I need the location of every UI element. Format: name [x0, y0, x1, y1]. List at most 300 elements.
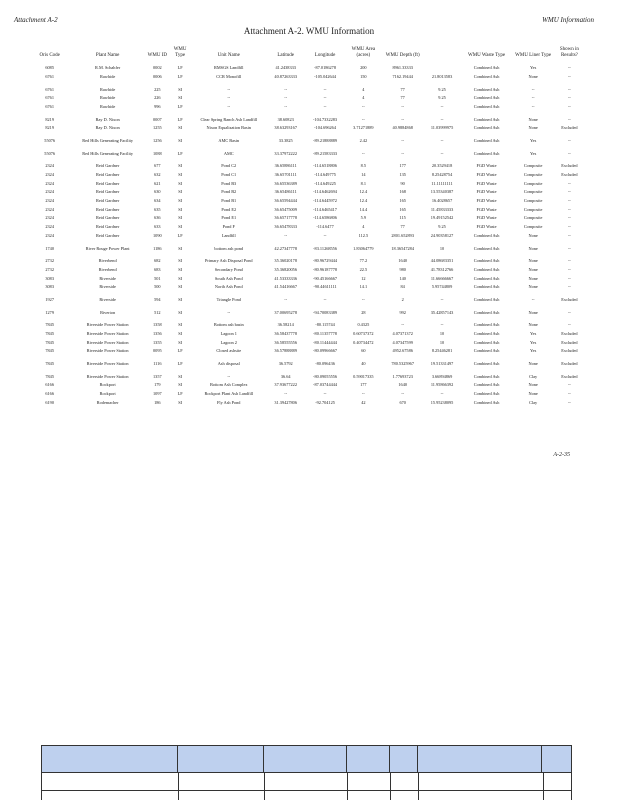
table-cell: Riverside Power Station — [86, 331, 129, 337]
table-cell: Pond B2 — [221, 189, 237, 195]
table-cell: 670 — [399, 399, 406, 405]
table-cell: -- — [361, 296, 365, 302]
table-cell: Riverside Power Station — [86, 322, 129, 328]
table-cell: 1090 — [153, 232, 162, 238]
table-cell: -- — [531, 103, 535, 109]
table-cell: 19.49152542 — [430, 215, 454, 221]
table-row — [30, 283, 585, 292]
table-cell: R.M. Schahfer — [95, 65, 121, 71]
table-cell: Pond B3 — [221, 180, 237, 186]
table-cell: 0.60737372 — [353, 331, 374, 337]
table-cell: 77 — [400, 86, 405, 92]
table-cell: -- — [567, 232, 571, 238]
table-row — [30, 64, 585, 73]
table-cell: -114.6518806 — [313, 163, 337, 169]
table-cell: 177 — [360, 382, 367, 388]
table-cell: 3.66894869 — [431, 373, 453, 379]
table-row — [30, 274, 585, 283]
table-cell: None — [528, 284, 538, 290]
table-cell: Yes — [529, 331, 537, 337]
table-cell: 10 — [439, 339, 445, 345]
table-cell: -114.6586806 — [313, 215, 337, 221]
table-cell: Combined Ash — [473, 331, 500, 337]
table-cell: 11.45833333 — [430, 206, 454, 212]
table-cell: -- — [227, 95, 231, 101]
table-cell: -- — [567, 206, 571, 212]
table-row — [30, 359, 585, 368]
table-cell: Excluded — [561, 125, 578, 131]
table-cell: -94.70083389 — [313, 309, 338, 315]
table-cell: -- — [567, 86, 571, 92]
table-row — [30, 136, 585, 145]
table-cell: 1640 — [398, 382, 407, 388]
table-cell: Combined Ash — [473, 103, 500, 109]
table-cell: -- — [567, 399, 571, 405]
table-cell: None — [528, 275, 538, 281]
table-cell: 226 — [154, 95, 161, 101]
table-cell: 225 — [154, 86, 161, 92]
table-cell: -114.649225 — [314, 180, 336, 186]
table-cell: 36.65475009 — [274, 206, 297, 212]
table-cell: Composite — [523, 215, 543, 221]
table-cell: Combined Ash — [473, 373, 500, 379]
table-cell: 14 — [361, 172, 366, 178]
table-cell: SI — [178, 86, 183, 92]
table-cell: 9.25 — [438, 224, 446, 230]
table-cell: 980 — [399, 266, 406, 272]
table-cell: 10 — [439, 331, 445, 337]
table-cell: River Rouge Power Plant — [85, 245, 130, 251]
table-cell: Combined Ash — [473, 391, 500, 397]
table-cell: Yes — [529, 339, 537, 345]
table-cell: 633 — [154, 224, 161, 230]
table-cell: Riverside — [99, 284, 116, 290]
table-cell: 636 — [154, 215, 161, 221]
table-cell: AMC Basin — [218, 137, 240, 143]
table-cell: 37.00695278 — [274, 309, 297, 315]
table-cell: -89.21583333 — [313, 150, 338, 156]
table-cell: None — [528, 125, 538, 131]
table-cell: Red Hills Generating Facility — [82, 137, 133, 143]
footer-cell — [264, 746, 347, 772]
table-row — [30, 94, 585, 103]
footer-cell — [418, 746, 543, 772]
table-cell: -- — [323, 391, 327, 397]
table-cell: Reid Gardner — [96, 232, 120, 238]
table-cell: 1255 — [153, 125, 162, 131]
table-cell: SI — [178, 322, 183, 328]
footer-cell — [347, 746, 390, 772]
table-cell: 683 — [154, 266, 161, 272]
table-cell: 31.39427806 — [274, 399, 297, 405]
table-cell: Ray D. Nixon — [95, 125, 120, 131]
table-cell: FGD Waste — [476, 224, 497, 230]
column-header: WMU ID — [147, 53, 167, 59]
table-cell: 42.27347778 — [274, 245, 297, 251]
table-cell: 5.9 — [360, 215, 367, 221]
table-cell: Excluded — [561, 339, 578, 345]
table-cell: Excluded — [561, 361, 578, 367]
table-cell: 42 — [361, 399, 366, 405]
wmu-information-table — [30, 46, 585, 407]
table-cell: -- — [440, 103, 444, 109]
table-cell: -- — [323, 296, 327, 302]
table-cell: Riverside — [99, 275, 116, 281]
table-cell: South Ash Pond — [214, 275, 243, 281]
table-cell: 0002 — [153, 65, 162, 71]
table-cell: Combined Ash — [473, 86, 500, 92]
table-cell: 14.1 — [359, 284, 368, 290]
table-cell: 179 — [154, 382, 161, 388]
table-cell: 36.64 — [280, 373, 291, 379]
table-cell: Rockport Plant Ash Landfill — [204, 391, 254, 397]
table-cell: -80.11357778 — [313, 331, 337, 337]
table-cell: 36.58555556 — [274, 339, 297, 345]
table-cell: Bottom ash basin — [213, 322, 244, 328]
table-cell: -- — [323, 103, 327, 109]
table-cell: Reid Gardner — [96, 163, 120, 169]
table-cell: SI — [178, 275, 183, 281]
table-cell: 2 — [401, 296, 404, 302]
table-cell: LF — [177, 391, 183, 397]
table-cell: -114.649775 — [314, 172, 336, 178]
table-cell: 634 — [154, 198, 161, 204]
table-cell: AMC — [223, 150, 234, 156]
table-cell: 2324 — [45, 198, 54, 204]
table-cell: Combined Ash — [473, 73, 500, 79]
table-cell: 632 — [154, 172, 161, 178]
table-cell: -- — [567, 266, 571, 272]
table-row — [30, 329, 585, 338]
table-cell: 8.1 — [360, 180, 367, 186]
table-cell: -80.96187778 — [313, 266, 338, 272]
table-cell: 8.5 — [360, 163, 367, 169]
table-cell: None — [528, 361, 538, 367]
table-cell: -90.44611111 — [313, 284, 337, 290]
table-cell: Riverside Power Station — [86, 348, 129, 354]
table-cell: FGD Waste — [476, 172, 497, 178]
table-cell: Reid Gardner — [96, 224, 120, 230]
table-cell: Pond F — [222, 224, 235, 230]
table-cell: 40 — [361, 361, 366, 367]
footer-col-divider — [390, 773, 391, 800]
table-cell: 500 — [154, 284, 161, 290]
table-cell: 37.93677222 — [274, 382, 297, 388]
table-cell: Red Hills Generating Facility — [82, 150, 133, 156]
table-cell: 7845 — [45, 348, 54, 354]
table-cell: SI — [178, 95, 183, 101]
table-cell: LF — [177, 150, 183, 156]
table-cell: 90 — [400, 180, 405, 186]
table-row — [30, 231, 585, 240]
table-cell: 77.2 — [359, 258, 368, 264]
table-cell: 33.37972222 — [274, 150, 297, 156]
table-cell: Combined Ash — [473, 348, 500, 354]
table-cell: -- — [284, 86, 288, 92]
table-cell: LF — [177, 116, 183, 122]
table-cell: Combined Ash — [473, 382, 500, 388]
table-cell: Reid Gardner — [96, 180, 120, 186]
table-cell: 1088 — [153, 150, 162, 156]
table-cell: 22.5 — [359, 266, 368, 272]
table-cell: FGD Waste — [476, 215, 497, 221]
table-cell: 11.03999975 — [430, 125, 454, 131]
table-cell: 621 — [154, 180, 161, 186]
table-cell: 1.77693723 — [392, 373, 413, 379]
table-cell: 40.87263333 — [274, 73, 297, 79]
footer-col-divider — [347, 773, 348, 800]
table-row — [30, 321, 585, 330]
table-cell: -- — [401, 322, 405, 328]
table-cell: 512 — [154, 309, 161, 315]
table-cell: 1.83064779 — [353, 245, 374, 251]
table-cell: Riverton — [100, 309, 116, 315]
table-cell: LF — [177, 65, 183, 71]
table-cell: -114.6477 — [316, 224, 334, 230]
footer-col-divider — [571, 773, 572, 800]
table-cell: None — [528, 232, 538, 238]
table-cell: Combined Ash — [473, 258, 500, 264]
table-cell: SI — [178, 172, 183, 178]
table-cell: Lagoon 2 — [220, 339, 237, 345]
table-cell: 1116 — [153, 361, 162, 367]
table-cell: 7845 — [45, 339, 54, 345]
table-cell: -- — [361, 116, 365, 122]
table-cell: -- — [531, 86, 535, 92]
table-cell: 7845 — [45, 373, 54, 379]
table-row — [30, 223, 585, 232]
table-cell: FGD Waste — [476, 189, 497, 195]
table-cell: -80.09055556 — [313, 373, 338, 379]
table-cell: 115 — [399, 215, 406, 221]
table-cell: 0.59017335 — [353, 373, 374, 379]
table-cell: LF — [177, 348, 183, 354]
table-cell: Combined Ash — [473, 322, 500, 328]
table-cell: -80.096436 — [315, 361, 335, 367]
table-cell: 677 — [154, 163, 161, 169]
table-cell: 635 — [154, 206, 161, 212]
table-cell: 594 — [154, 296, 161, 302]
table-cell: Combined Ash — [473, 116, 500, 122]
table-cell: 1355 — [153, 339, 162, 345]
table-cell: 992 — [399, 309, 406, 315]
table-cell: 41.53333336 — [274, 275, 297, 281]
table-cell: 20.3529418 — [431, 163, 453, 169]
table-row — [30, 308, 585, 317]
table-cell: Landfill — [221, 232, 236, 238]
table-cell: Combined Ash — [473, 65, 500, 71]
table-cell: 8961.33333 — [392, 65, 413, 71]
table-cell: SI — [178, 373, 183, 379]
table-cell: Yes — [529, 65, 537, 71]
table-cell: Yes — [529, 150, 537, 156]
page-number: A-2-35 — [553, 452, 570, 458]
column-header — [423, 46, 460, 64]
table-cell: 2324 — [45, 172, 54, 178]
table-row — [30, 170, 585, 179]
table-cell: Combined Ash — [473, 399, 500, 405]
table-cell: -- — [284, 391, 288, 397]
table-cell: Clay — [529, 373, 538, 379]
table-cell: Pond C1 — [221, 172, 237, 178]
table-cell: -- — [284, 95, 288, 101]
table-cell: -92.704125 — [315, 399, 335, 405]
table-cell: Pond E2 — [221, 206, 237, 212]
table-cell: Nixon Equalization Basin — [206, 125, 251, 131]
table-cell: -- — [567, 322, 571, 328]
table-cell: 33.3825 — [278, 137, 293, 143]
table-cell: 4 — [362, 86, 365, 92]
table-cell: 682 — [154, 258, 161, 264]
table-cell: -80.115744 — [315, 322, 335, 328]
table-row — [30, 390, 585, 399]
table-cell: SI — [178, 258, 183, 264]
table-cell: None — [528, 266, 538, 272]
table-cell: Combined Ash — [473, 137, 500, 143]
table-cell: -114.6462694 — [313, 189, 337, 195]
table-cell: SI — [178, 224, 183, 230]
column-header: Plant Name — [95, 53, 120, 59]
table-cell: 13.55340387 — [430, 189, 454, 195]
table-cell: 1279 — [45, 309, 54, 315]
table-cell: -- — [567, 95, 571, 101]
table-cell: Composite — [523, 206, 543, 212]
table-row — [30, 196, 585, 205]
table-cell: -- — [567, 382, 571, 388]
table-cell: 38.60823 — [277, 116, 294, 122]
table-cell: -104.696264 — [314, 125, 336, 131]
table-cell: Composite — [523, 198, 543, 204]
table-cell: FGD Waste — [476, 206, 497, 212]
table-row — [30, 72, 585, 81]
table-cell: 3083 — [45, 284, 54, 290]
table-cell: Pond B1 — [221, 198, 237, 204]
table-cell: Combined Ash — [473, 125, 500, 131]
table-cell: 10 — [439, 245, 445, 251]
footer-table-header — [41, 745, 572, 773]
table-cell: -87.03744444 — [313, 382, 338, 388]
column-header: Unit Name — [217, 53, 240, 59]
table-cell: CCR Monofill — [216, 73, 242, 79]
table-cell: 18.36547284 — [391, 245, 414, 251]
table-cell: 1927 — [45, 296, 54, 302]
table-cell: Combined Ash — [473, 361, 500, 367]
table-cell: 40.9884868 — [392, 125, 413, 131]
table-cell: 41.2438333 — [275, 65, 296, 71]
table-cell: 36.65594444 — [274, 198, 297, 204]
table-cell: SI — [178, 206, 183, 212]
table-cell: 11.95866392 — [430, 382, 454, 388]
table-cell: 6085 — [45, 65, 54, 71]
table-cell: 36.58214 — [277, 322, 294, 328]
table-cell: None — [528, 322, 538, 328]
table-cell: SI — [178, 163, 183, 169]
table-cell: 36.65886111 — [274, 163, 297, 169]
table-cell: -- — [284, 232, 288, 238]
table-row — [30, 257, 585, 266]
table-cell: None — [528, 258, 538, 264]
column-header: Oris Code — [39, 53, 60, 59]
table-cell: Riverbend — [98, 258, 117, 264]
table-cell: 38.63293167 — [274, 125, 297, 131]
table-cell: 165 — [399, 206, 406, 212]
table-cell: 36.57888889 — [274, 348, 297, 354]
table-cell: 4952.67586 — [392, 348, 413, 354]
table-cell: Combined Ash — [473, 245, 500, 251]
table-row — [30, 205, 585, 214]
table-cell: Excluded — [561, 172, 578, 178]
table-cell: LF — [177, 73, 183, 79]
table-cell: 28 — [361, 309, 366, 315]
table-cell: 16.4028657 — [431, 198, 453, 204]
table-cell: 3083 — [45, 275, 54, 281]
table-row — [30, 295, 585, 304]
table-cell: 19.51331497 — [430, 361, 454, 367]
table-cell: Triangle Pond — [216, 296, 241, 302]
table-cell: 1357 — [153, 373, 162, 379]
table-cell: -87.0186278 — [314, 65, 336, 71]
table-cell: SI — [178, 125, 183, 131]
table-cell: Excluded — [561, 163, 578, 169]
table-cell: 6761 — [45, 103, 54, 109]
table-cell: -- — [440, 322, 444, 328]
table-row — [30, 179, 585, 188]
table-cell: -- — [401, 150, 405, 156]
header-left: Attachment A-2 — [14, 16, 58, 24]
table-cell: 2324 — [45, 189, 54, 195]
table-cell: Yes — [529, 348, 537, 354]
table-cell: 8.25428754 — [431, 172, 453, 178]
table-cell: Clay — [529, 399, 538, 405]
table-row — [30, 115, 585, 124]
table-cell: 4.07371372 — [392, 331, 413, 337]
table-cell: -- — [440, 296, 444, 302]
document-title: Attachment A-2. WMU Information — [243, 26, 375, 36]
table-row — [30, 338, 585, 347]
table-cell: 36.65717778 — [274, 215, 297, 221]
table-cell: -80.96729444 — [313, 258, 338, 264]
table-cell: 6166 — [45, 382, 54, 388]
table-row — [30, 398, 585, 407]
table-cell: Combined Ash — [473, 284, 500, 290]
table-cell: LF — [177, 103, 183, 109]
table-cell: 2324 — [45, 180, 54, 186]
table-cell: Excluded — [561, 373, 578, 379]
table-cell: -- — [567, 215, 571, 221]
table-cell: -- — [567, 275, 571, 281]
table-cell: FGD Waste — [476, 198, 497, 204]
table-cell: Reid Gardner — [96, 206, 120, 212]
table-cell: None — [528, 391, 538, 397]
table-cell: -114.6465417 — [313, 206, 337, 212]
table-cell: Combined Ash — [473, 275, 500, 281]
column-header: WMU Type — [173, 47, 187, 59]
column-header: Longitude — [314, 53, 336, 59]
table-cell: 1097 — [153, 391, 162, 397]
footer-col-divider — [418, 773, 419, 800]
table-cell: LF — [177, 361, 183, 367]
table-cell: Lagoon 1 — [220, 331, 237, 337]
table-cell: -- — [401, 103, 405, 109]
table-cell: -- — [567, 224, 571, 230]
column-header: Shown in Results? — [559, 47, 579, 59]
table-row — [30, 214, 585, 223]
table-cell: Ray D. Nixon — [95, 116, 120, 122]
table-cell: -- — [440, 391, 444, 397]
table-cell: 2324 — [45, 224, 54, 230]
table-cell: 6761 — [45, 73, 54, 79]
table-cell: -- — [401, 116, 405, 122]
